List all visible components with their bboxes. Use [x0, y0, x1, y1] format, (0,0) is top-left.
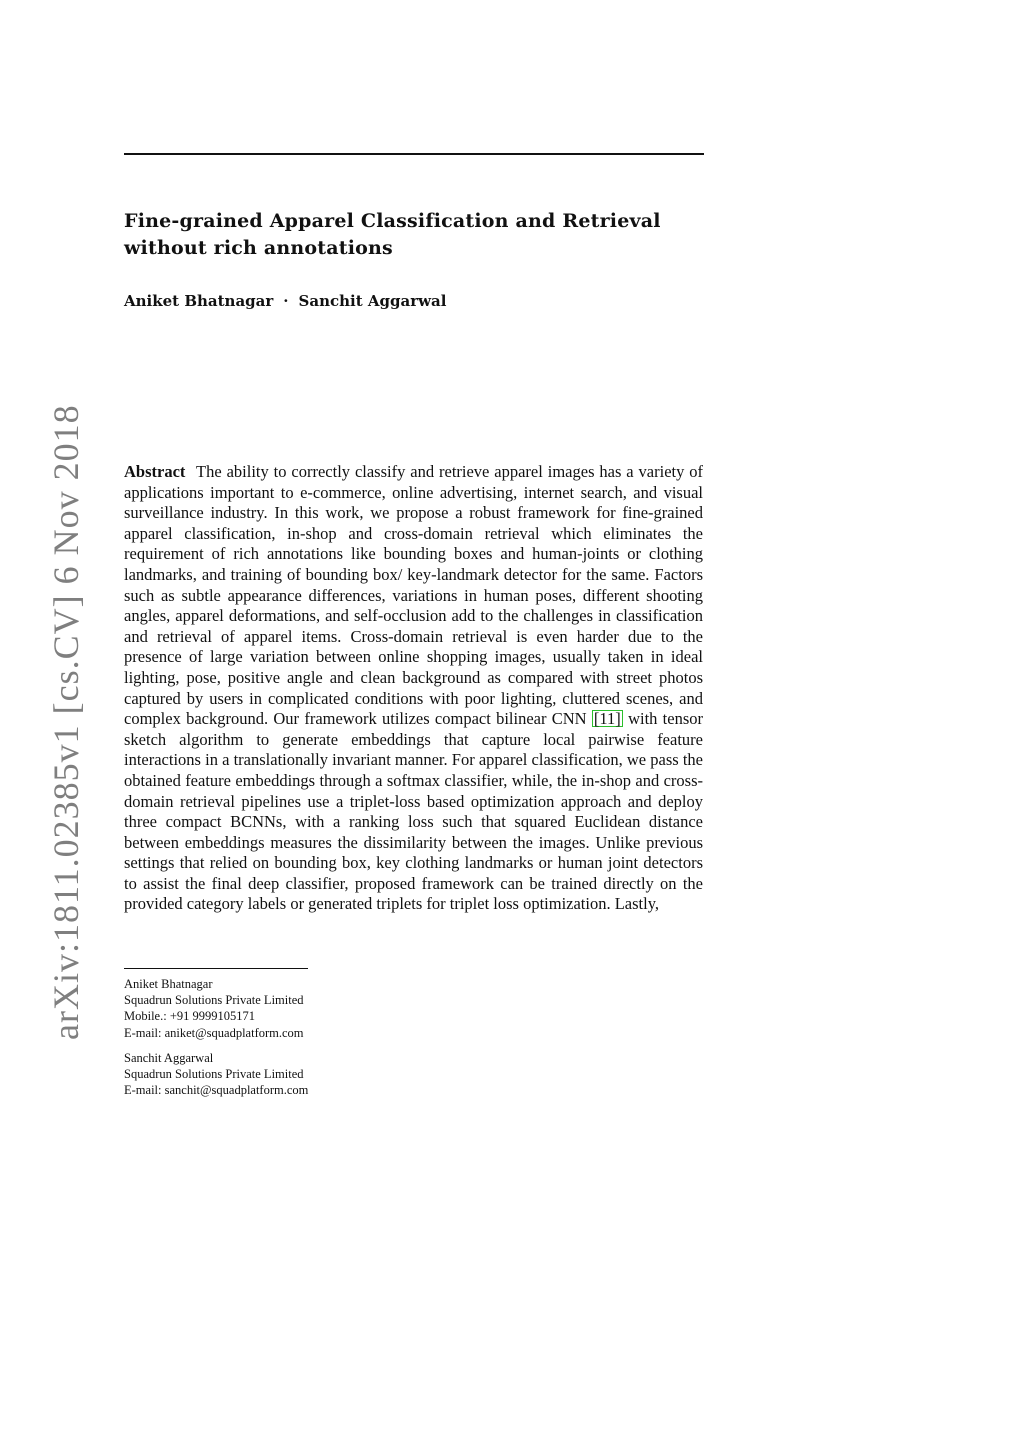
affiliation-name: Sanchit Aggarwal: [124, 1051, 214, 1065]
author-list: [124, 291, 446, 311]
affiliation-block-1: [124, 976, 524, 1041]
affiliation-email[interactable]: E-mail: sanchit@squadplatform.com: [124, 1083, 309, 1098]
affiliation-org: Squadrun Solutions Private Limited: [124, 1067, 304, 1082]
author-separator: ·: [283, 292, 289, 310]
paper-title: [124, 208, 704, 262]
footnote-rule: [124, 968, 308, 969]
author-1: Aniket Bhatnagar: [124, 292, 274, 310]
title-line-1: Fine-grained Apparel Classification and Retrieval: [124, 210, 661, 232]
affiliation-email[interactable]: E-mail: aniket@squadplatform.com: [124, 1025, 304, 1040]
abstract-text-part-2: with tensor sketch algorithm to generate embeddings that capture local pairwise feature interactions in a translationally invariant manner. For apparel classification, we pass the obtained feature embeddings through a softmax classifier, while, the in-shop and cross-domain retrieval pipelines use a triplet-loss based optimization approach and deploy three compact BCNNs, with a ranking loss such that squared Euclidean distance between embeddings measures the dissimilarity between the images. Unlike previous settings that relied on bounding box, key clothing landmarks or human joint detectors to assist the final deep classifier, proposed framework can be trained directly on the provided category labels or generated triplets for triplet loss optimization. Lastly,: [124, 709, 703, 914]
author-2: Sanchit Aggarwal: [298, 292, 447, 310]
arxiv-identifier-stamp: arXiv:1811.02385v1 [cs.CV] 6 Nov 2018: [46, 404, 86, 1040]
affiliation-mobile: Mobile.: +91 9999105171: [124, 1009, 256, 1024]
affiliation-block-2: [124, 1050, 524, 1099]
abstract: [124, 462, 703, 915]
abstract-text-part-1: The ability to correctly classify and retrieve apparel images has a variety of applications important to e-commerce, online advertising, internet search, and visual surveillance industry. In this work, we propose a robust framework for fine-grained apparel classification, in-shop and cross-domain retrieval which eliminates the requirement of rich annotations like bounding boxes and human-joints or clothing landmarks, and training of bounding box/ key-landmark detector for the same. Factors such as subtle appearance differences, variations in human poses, different shooting angles, apparel deformations, and self-occlusion add to the challenges in classification and retrieval of apparel items. Cross-domain retrieval is even harder due to the presence of large variation between online shopping images, usually taken in ideal lighting, pose, positive angle and clean background as compared with street photos captured by users in complicated conditions with poor lighting, cluttered scenes, and complex background. Our framework utilizes compact bilinear CNN: [124, 462, 704, 729]
abstract-heading: Abstract: [124, 462, 186, 481]
affiliation-org: Squadrun Solutions Private Limited: [124, 993, 304, 1008]
affiliation-name: Aniket Bhatnagar: [124, 977, 213, 991]
citation-link[interactable]: [11]: [593, 709, 621, 729]
title-line-2: without rich annotations: [124, 237, 393, 259]
header-rule: [124, 153, 704, 155]
